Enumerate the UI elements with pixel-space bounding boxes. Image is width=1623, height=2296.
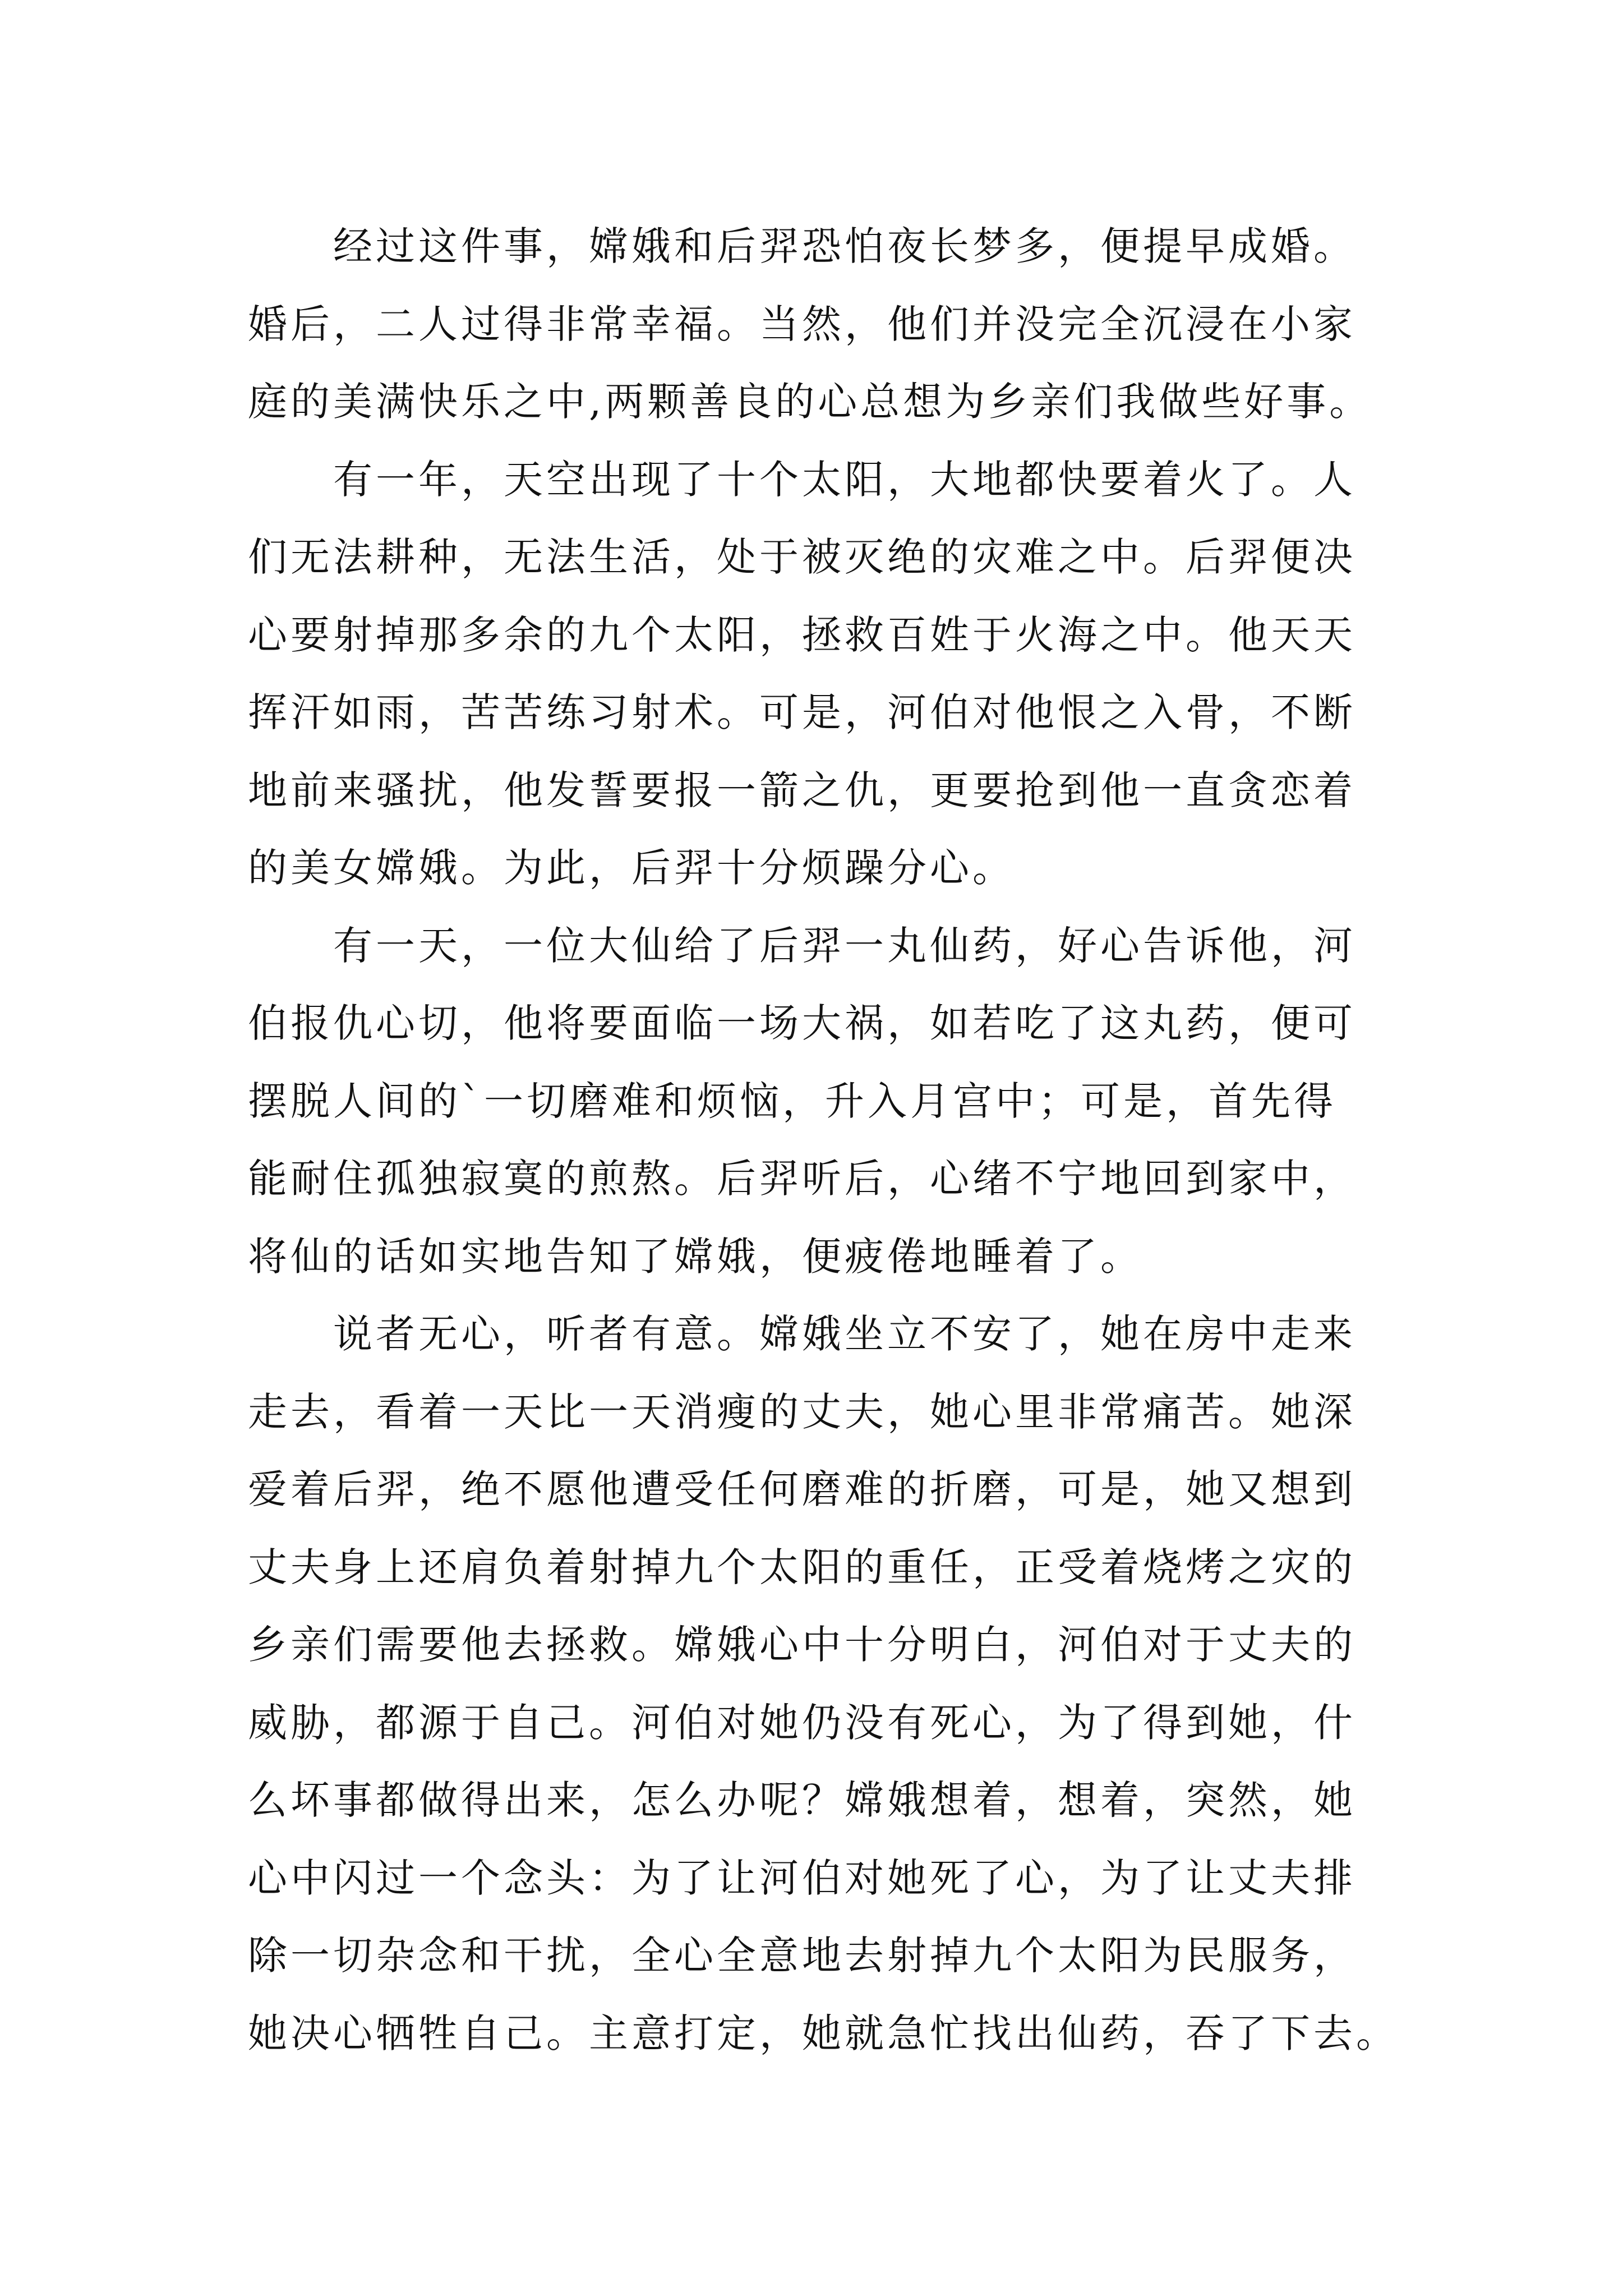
text-line: 丈夫身上还肩负着射掉九个太阳的重任，正受着烧烤之灾的	[248, 1544, 1356, 1590]
body-text	[248, 208, 1399, 2072]
text-line: 庭的美满快乐之中,两颗善良的心总想为乡亲们我做些好事。	[248, 379, 1372, 425]
text-line: 经过这件事，嫦娥和后羿恐怕夜长梦多，便提早成婚。	[248, 223, 1356, 269]
text-line: 伯报仇心切，他将要面临一场大祸，如若吃了这丸药，便可	[248, 1000, 1356, 1046]
text-line: 乡亲们需要他去拯救。嫦娥心中十分明白，河伯对于丈夫的	[248, 1622, 1356, 1668]
text-line: 么坏事都做得出来，怎么办呢？嫦娥想着，想着，突然，她	[248, 1777, 1356, 1823]
text-line: 们无法耕种，无法生活，处于被灭绝的灾难之中。后羿便决	[248, 534, 1356, 580]
text-line: 摆脱人间的`一切磨难和烦恼，升入月宫中；可是，首先得	[248, 1078, 1336, 1124]
text-line: 心中闪过一个念头：为了让河伯对她死了心，为了让丈夫排	[248, 1855, 1356, 1901]
text-line: 说者无心，听者有意。嫦娥坐立不安了，她在房中走来	[248, 1311, 1356, 1357]
text-line: 走去，看着一天比一天消瘦的丈夫，她心里非常痛苦。她深	[248, 1388, 1356, 1435]
text-line: 心要射掉那多余的九个太阳，拯救百姓于火海之中。他天天	[248, 611, 1356, 658]
text-line: 爱着后羿，绝不愿他遭受任何磨难的折磨，可是，她又想到	[248, 1466, 1356, 1512]
text-line: 有一天，一位大仙给了后羿一丸仙药，好心告诉他，河	[248, 922, 1356, 969]
text-line: 婚后，二人过得非常幸福。当然，他们并没完全沉浸在小家	[248, 301, 1356, 347]
text-line: 威胁，都源于自己。河伯对她仍没有死心，为了得到她，什	[248, 1699, 1356, 1746]
text-line: 地前来骚扰，他发誓要报一箭之仇，更要抢到他一直贪恋着	[248, 767, 1356, 813]
text-line: 有一年，天空出现了十个太阳，大地都快要着火了。人	[248, 456, 1356, 503]
text-line: 的美女嫦娥。为此，后羿十分烦躁分心。	[248, 845, 1015, 891]
text-line: 她决心牺牲自己。主意打定，她就急忙找出仙药，吞了下去。	[248, 2010, 1399, 2056]
text-line: 挥汗如雨，苦苦练习射术。可是，河伯对他恨之入骨，不断	[248, 689, 1356, 735]
text-line: 除一切杂念和干扰，全心全意地去射掉九个太阳为民服务，	[248, 1932, 1356, 1978]
text-line: 将仙的话如实地告知了嫦娥，便疲倦地睡着了。	[248, 1233, 1143, 1280]
text-line: 能耐住孤独寂寞的煎熬。后羿听后，心绪不宁地回到家中，	[248, 1156, 1356, 1202]
